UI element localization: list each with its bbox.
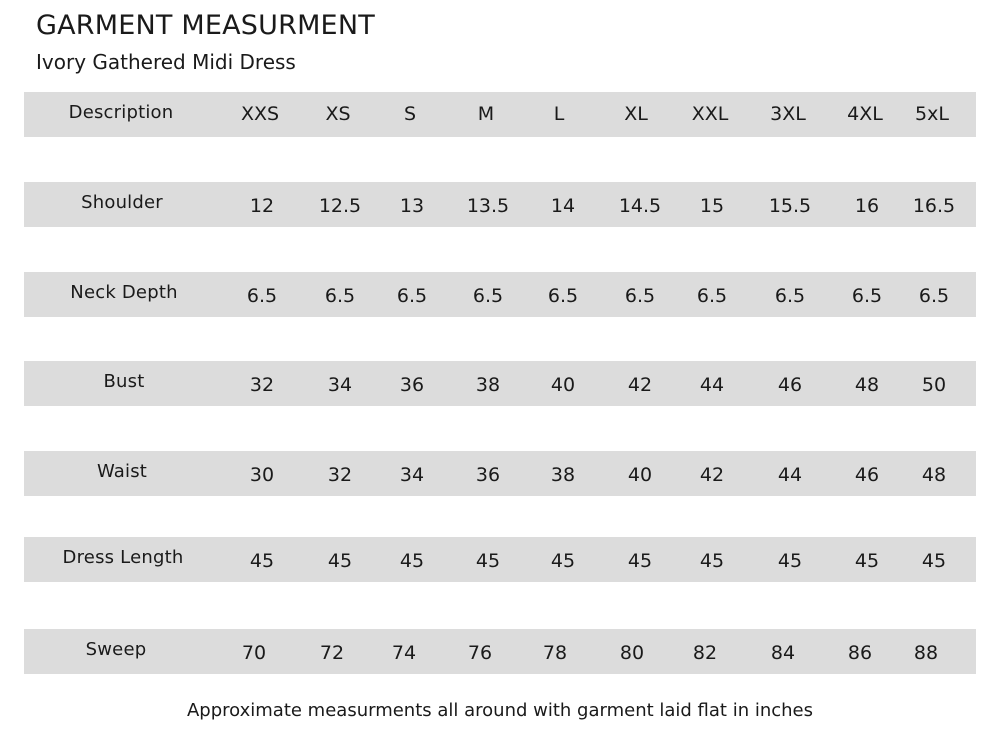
measurement-cell: 72 — [319, 642, 345, 664]
header-size: XL — [624, 103, 648, 125]
measurement-cell: 34 — [327, 374, 353, 396]
header-size: M — [477, 103, 495, 125]
header-size: L — [553, 103, 565, 125]
header-size: XXL — [691, 103, 729, 125]
measurement-cell: 86 — [847, 642, 873, 664]
measurement-cell: 70 — [241, 642, 267, 664]
measurement-cell: 44 — [777, 464, 803, 486]
table-header-row — [24, 92, 976, 137]
measurement-cell: 6.5 — [547, 285, 579, 307]
measurement-cell: 80 — [619, 642, 645, 664]
table-row — [24, 629, 976, 674]
measurement-cell: 78 — [542, 642, 568, 664]
measurement-cell: 82 — [692, 642, 718, 664]
row-label: Sweep — [85, 639, 147, 660]
table-row — [24, 361, 976, 406]
page-title: GARMENT MEASURMENT — [36, 10, 375, 41]
row-label: Waist — [96, 461, 148, 482]
row-label: Dress Length — [62, 547, 184, 568]
measurement-cell: 6.5 — [396, 285, 428, 307]
measurement-cell: 36 — [475, 464, 501, 486]
measurement-cell: 40 — [627, 464, 653, 486]
table-row — [24, 537, 976, 582]
measurement-cell: 6.5 — [918, 285, 950, 307]
measurement-cell: 50 — [921, 374, 947, 396]
measurement-cell: 32 — [327, 464, 353, 486]
measurement-cell: 13.5 — [466, 195, 510, 217]
measurement-cell: 46 — [854, 464, 880, 486]
measurement-cell: 13 — [399, 195, 425, 217]
measurement-footnote: Approximate measurments all around with garment laid flat in inches — [186, 700, 814, 721]
measurement-cell: 76 — [467, 642, 493, 664]
measurement-cell: 45 — [699, 550, 725, 572]
measurement-cell: 40 — [550, 374, 576, 396]
measurement-cell: 42 — [627, 374, 653, 396]
header-size: 4XL — [847, 103, 883, 125]
measurement-cell: 44 — [699, 374, 725, 396]
header-size: 3XL — [770, 103, 806, 125]
header-size: XXS — [240, 103, 280, 125]
measurement-cell: 6.5 — [246, 285, 278, 307]
row-label: Neck Depth — [70, 282, 178, 303]
measurement-cell: 32 — [249, 374, 275, 396]
measurement-cell: 45 — [475, 550, 501, 572]
measurement-cell: 46 — [777, 374, 803, 396]
measurement-cell: 84 — [770, 642, 796, 664]
header-size: S — [403, 103, 417, 125]
measurement-cell: 45 — [627, 550, 653, 572]
measurement-cell: 48 — [921, 464, 947, 486]
measurement-cell: 74 — [391, 642, 417, 664]
measurement-cell: 12.5 — [318, 195, 362, 217]
header-description: Description — [68, 102, 174, 123]
table-row — [24, 182, 976, 227]
measurement-cell: 14 — [550, 195, 576, 217]
measurement-cell: 42 — [699, 464, 725, 486]
measurement-cell: 45 — [327, 550, 353, 572]
measurement-cell: 15.5 — [768, 195, 812, 217]
row-label: Shoulder — [81, 192, 163, 213]
measurement-cell: 45 — [550, 550, 576, 572]
measurement-cell: 38 — [475, 374, 501, 396]
table-row — [24, 451, 976, 496]
measurement-cell: 45 — [921, 550, 947, 572]
measurement-cell: 6.5 — [472, 285, 504, 307]
measurement-cell: 12 — [249, 195, 275, 217]
measurement-cell: 6.5 — [696, 285, 728, 307]
measurement-cell: 16.5 — [912, 195, 956, 217]
measurement-cell: 36 — [399, 374, 425, 396]
measurement-cell: 6.5 — [324, 285, 356, 307]
table-row — [24, 272, 976, 317]
measurement-cell: 88 — [913, 642, 939, 664]
measurement-cell: 38 — [550, 464, 576, 486]
measurement-cell: 34 — [399, 464, 425, 486]
measurement-cell: 6.5 — [774, 285, 806, 307]
header-size: 5xL — [915, 103, 949, 125]
row-label: Bust — [103, 371, 145, 392]
product-name: Ivory Gathered Midi Dress — [36, 50, 296, 74]
measurement-cell: 48 — [854, 374, 880, 396]
measurement-cell: 14.5 — [618, 195, 662, 217]
measurement-cell: 45 — [854, 550, 880, 572]
measurement-cell: 45 — [777, 550, 803, 572]
measurement-cell: 15 — [699, 195, 725, 217]
measurement-cell: 45 — [399, 550, 425, 572]
measurement-cell: 6.5 — [624, 285, 656, 307]
measurement-cell: 16 — [854, 195, 880, 217]
measurement-cell: 6.5 — [851, 285, 883, 307]
header-size: XS — [325, 103, 351, 125]
measurement-cell: 45 — [249, 550, 275, 572]
measurement-cell: 30 — [249, 464, 275, 486]
